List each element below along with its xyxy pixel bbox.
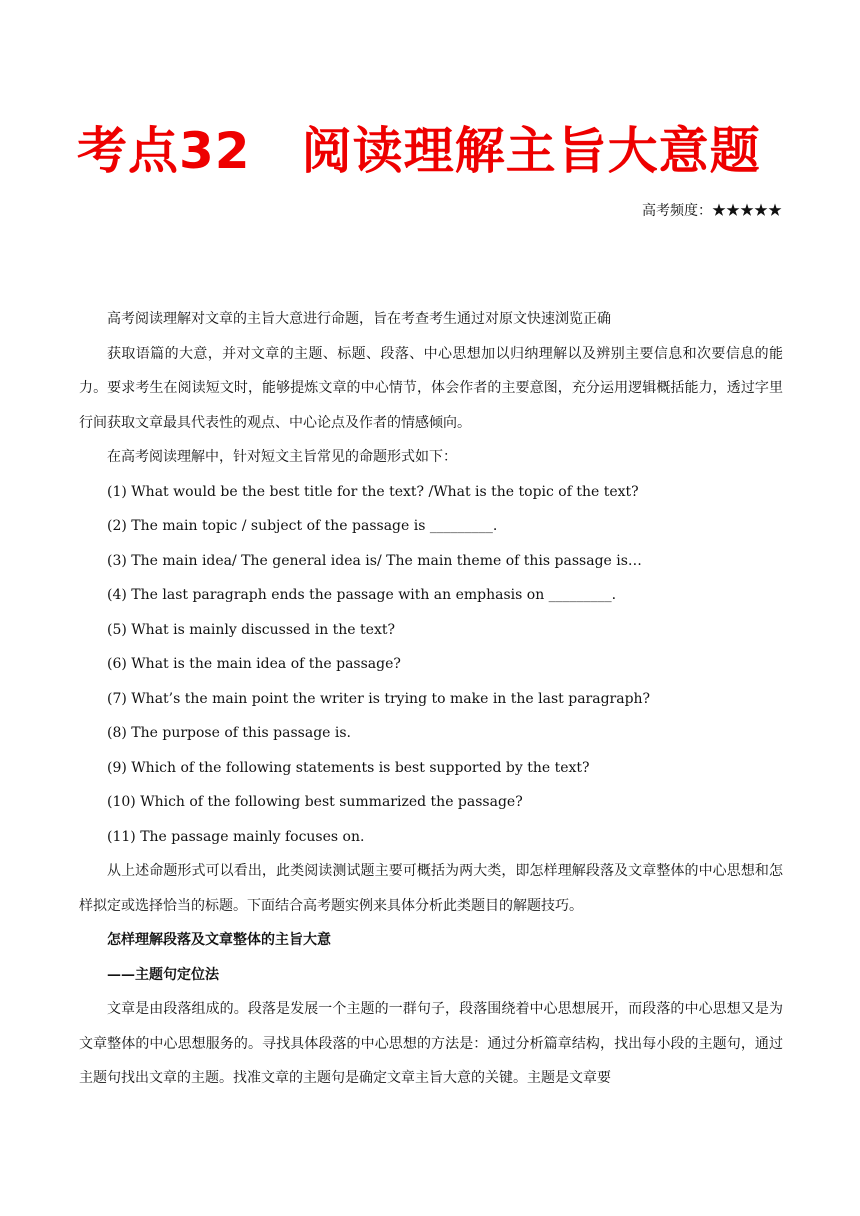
article-body — [79, 302, 783, 1096]
question-item: (5) What is mainly discussed in the text? — [107, 621, 395, 638]
question-item: (9) Which of the following statements is best supported by the text? — [107, 759, 590, 776]
question-list — [79, 475, 783, 855]
frequency-stars: ★★★★★ — [712, 203, 782, 219]
forms-intro-paragraph: 在高考阅读理解中，针对短文主旨常见的命题形式如下： — [107, 449, 457, 465]
question-item: (11) The passage mainly focuses on. — [107, 828, 365, 845]
intro-paragraph: 高考阅读理解对文章的主旨大意进行命题，旨在考查考生通过对原文快速浏览正确 — [107, 311, 611, 327]
section-heading: 怎样理解段落及文章整体的主旨大意 — [107, 932, 331, 948]
summary-paragraph: 从上述命题形式可以看出，此类阅读测试题主要可概括为两大类，即怎样理解段落及文章整体的中心思想和怎样拟定或选择恰当的标题。下面结合高考题实例来具体分析此类题目的解题技巧。 — [79, 863, 783, 914]
question-item: (8) The purpose of this passage is. — [107, 725, 352, 741]
frequency-label: 高考频度： — [642, 203, 712, 219]
page-title: 考点32 阅读理解主旨大意题 — [77, 122, 761, 180]
question-item: (4) The last paragraph ends the passage with an emphasis on _________. — [107, 587, 617, 603]
method-paragraph: 文章是由段落组成的。段落是发展一个主题的一群句子，段落围绕着中心思想展开，而段落的中心思想又是为文章整体的中心思想服务的。寻找具体段落的中心思想的方法是：通过分析篇章结构，找出每小段的主题句，通过主题句找出文章的主题。找准文章的主题句是确定文章主旨大意的关键。主题是文章要 — [79, 1001, 783, 1086]
question-item: (1) What would be the best title for the text? /What is the topic of the text? — [107, 483, 639, 500]
description-paragraph: 获取语篇的大意，并对文章的主题、标题、段落、中心思想加以归纳理解以及辨别主要信息和次要信息的能力。要求考生在阅读短文时，能够提炼文章的中心情节，体会作者的主要意图，充分运用逻辑概括能力，透过字里行间获取文章最具代表性的观点、中心论点及作者的情感倾向。 — [79, 345, 783, 431]
question-item: (6) What is the main idea of the passage? — [107, 656, 401, 672]
question-item: (10) Which of the following best summarized the passage? — [107, 794, 523, 810]
question-item: (7) What’s the main point the writer is trying to make in the last paragraph? — [107, 690, 651, 707]
frequency-rating — [642, 201, 782, 221]
question-item: (3) The main idea/ The general idea is/ The main theme of this passage is… — [107, 552, 642, 569]
question-item: (2) The main topic / subject of the passage is _________. — [107, 518, 498, 534]
section-subheading: ——主题句定位法 — [107, 966, 219, 983]
